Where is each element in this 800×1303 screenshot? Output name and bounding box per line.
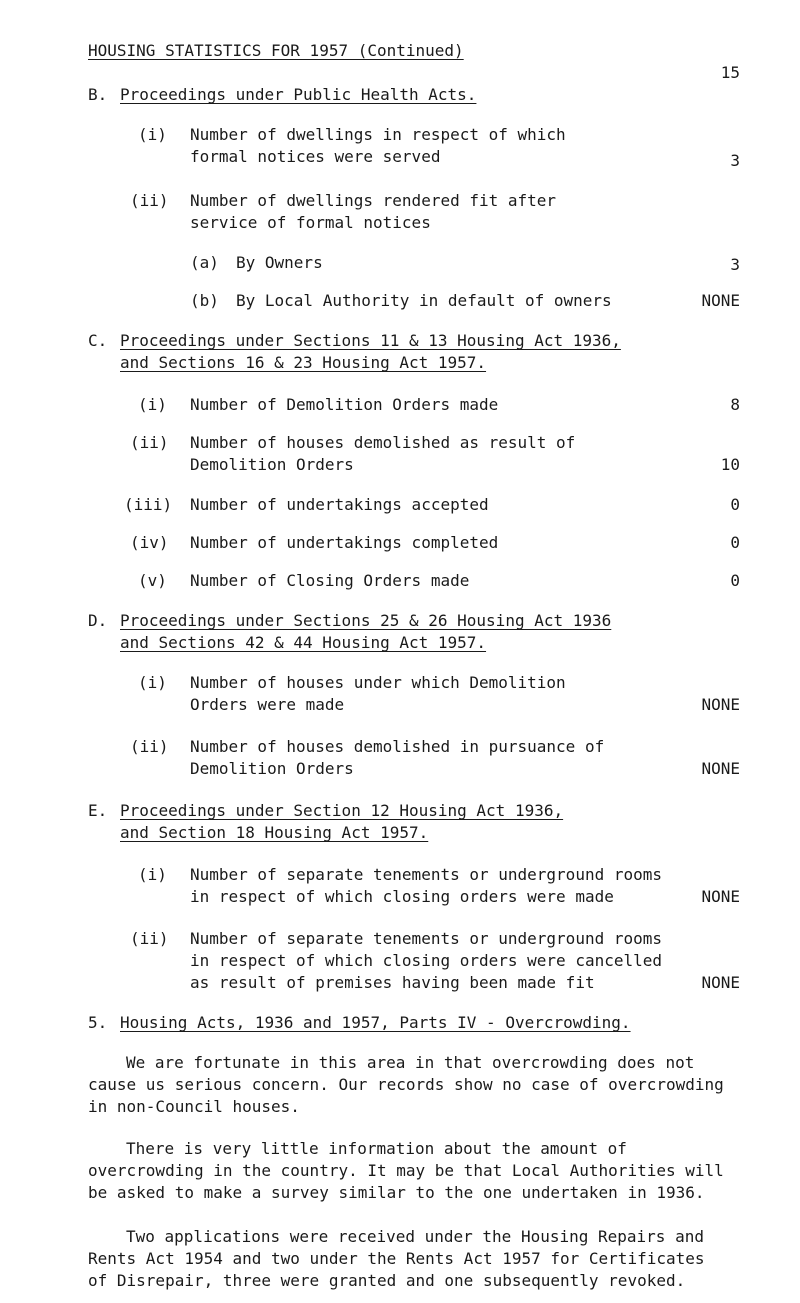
section-c-i-label: (i) [138, 395, 167, 414]
section-5-paragraph-3: Two applications were received under the Housing Repairs and Rents Act 1954 and two under the Rents Act 1957 for Certificates of Disrepair, three were granted and one subsequently revoked. [88, 1227, 705, 1290]
section-c-iii-label: (iii) [124, 495, 173, 514]
section-d-ii-label: (ii) [130, 737, 169, 756]
section-c-heading-line2: and Sections 16 & 23 Housing Act 1957. [120, 353, 487, 372]
section-b-b-label: (b) [190, 291, 219, 310]
section-b-a-label: (a) [190, 253, 219, 272]
section-d-ii-line1: Number of houses demolished in pursuance of [190, 737, 605, 756]
section-b-i-value: 3 [730, 151, 740, 170]
section-d-i-line2: Orders were made [190, 695, 345, 714]
section-d-i-line1: Number of houses under which Demolition [190, 673, 566, 692]
section-c-ii-label: (ii) [130, 433, 169, 452]
section-c-iv-value: 0 [730, 533, 740, 552]
section-b-ii-line2: service of formal notices [190, 213, 431, 232]
section-b-i-line2: formal notices were served [190, 147, 441, 166]
section-5-number: 5. [88, 1013, 108, 1032]
section-e-ii-line2: in respect of which closing orders were cancelled [190, 951, 663, 970]
section-e-i-value: NONE [701, 887, 740, 906]
section-c-i-text: Number of Demolition Orders made [190, 395, 499, 414]
section-d-heading-line2: and Sections 42 & 44 Housing Act 1957. [120, 633, 487, 652]
section-c-ii-line1: Number of houses demolished as result of [190, 433, 576, 452]
section-c-iv-text: Number of undertakings completed [190, 533, 499, 552]
section-e-heading-line1: Proceedings under Section 12 Housing Act 1936, [120, 801, 564, 820]
section-c-iv-label: (iv) [130, 533, 169, 552]
section-c-iii-text: Number of undertakings accepted [190, 495, 489, 514]
section-b-heading: Proceedings under Public Health Acts. [120, 85, 477, 104]
section-b-i-label: (i) [138, 125, 167, 144]
section-b-i-line1: Number of dwellings in respect of which [190, 125, 566, 144]
section-e-ii-line1: Number of separate tenements or underground rooms [190, 929, 663, 948]
section-b-ii-line1: Number of dwellings rendered fit after [190, 191, 557, 210]
section-d-heading-line1: Proceedings under Sections 25 & 26 Housing Act 1936 [120, 611, 612, 630]
section-c-heading-line1: Proceedings under Sections 11 & 13 Housing Act 1936, [120, 331, 621, 350]
section-e-ii-value: NONE [701, 973, 740, 992]
section-d-ii-line2: Demolition Orders [190, 759, 354, 778]
section-c-ii-line2: Demolition Orders [190, 455, 354, 474]
page-number: 15 [720, 63, 740, 82]
section-e-ii-line3: as result of premises having been made fit [190, 973, 595, 992]
section-e-heading-line2: and Section 18 Housing Act 1957. [120, 823, 429, 842]
section-c-v-label: (v) [138, 571, 167, 590]
section-e-i-line1: Number of separate tenements or underground rooms [190, 865, 663, 884]
section-c-i-value: 8 [730, 395, 740, 414]
section-e-i-label: (i) [138, 865, 167, 884]
section-c-letter: C. [88, 331, 108, 350]
section-5-paragraph-2: There is very little information about the amount of overcrowding in the country. It may be that Local Authorities will be asked to make a survey similar to the one undertaken in 1936. [88, 1139, 724, 1202]
section-d-i-label: (i) [138, 673, 167, 692]
section-e-i-line2: in respect of which closing orders were made [190, 887, 614, 906]
section-c-ii-value: 10 [720, 455, 740, 474]
section-c-iii-value: 0 [730, 495, 740, 514]
section-c-v-value: 0 [730, 571, 740, 590]
page-title: HOUSING STATISTICS FOR 1957 (Continued) [88, 41, 464, 60]
section-5-heading: Housing Acts, 1936 and 1957, Parts IV - Overcrowding. [120, 1013, 631, 1032]
section-5-paragraph-1: We are fortunate in this area in that overcrowding does not cause us serious concern. Our records show no case of overcrowding in non-Council houses. [88, 1053, 724, 1116]
section-e-ii-label: (ii) [130, 929, 169, 948]
section-b-a-value: 3 [730, 255, 740, 274]
section-b-a-text: By Owners [236, 253, 323, 272]
section-c-v-text: Number of Closing Orders made [190, 571, 470, 590]
section-e-letter: E. [88, 801, 108, 820]
section-b-letter: B. [88, 85, 108, 104]
section-b-ii-label: (ii) [130, 191, 169, 210]
section-d-i-value: NONE [701, 695, 740, 714]
section-b-b-value: NONE [701, 291, 740, 310]
section-b-b-text: By Local Authority in default of owners [236, 291, 612, 310]
section-d-letter: D. [88, 611, 108, 630]
section-d-ii-value: NONE [701, 759, 740, 778]
